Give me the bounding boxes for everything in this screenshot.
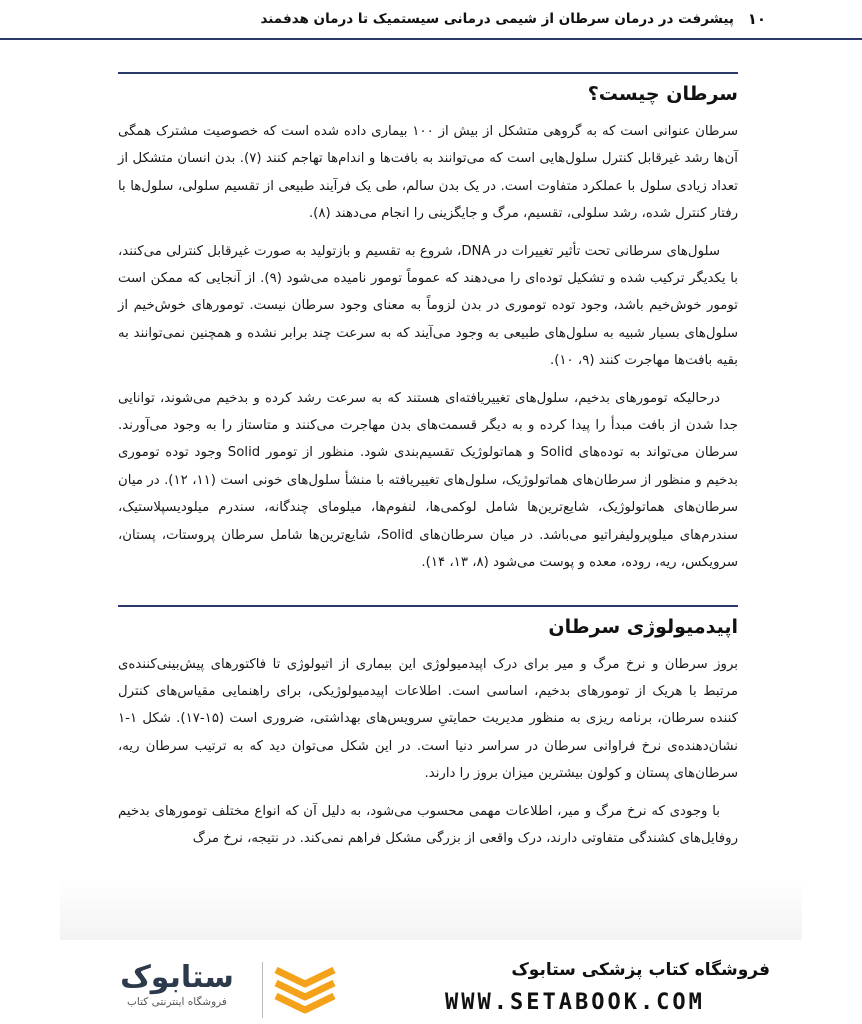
- paragraph: سرطان عنوانی است که به گروهی متشکل از بیش از ۱۰۰ بیماری داده شده است که خصوصیت مشترک همگی آن‌ها رشد غیرقابل کنترل سلول‌هایی است که می‌توانند به بافت‌ها و اندام‌ها تهاجم کنند (۷). بدن انسان متشکل از تعداد زیادی سلول با عملکرد متفاوت است. در یک بدن سالم، طی یک فرآیند طبیعی از تقسیم سلولی، سلول‌ها با رفتار کنترل شده، رشد سلولی، تقسیم، مرگ و جایگزینی را انجام می‌دهند (۸).: [118, 124, 738, 222]
- section-heading-what-is-cancer: سرطان چیست؟: [587, 83, 738, 105]
- logo-divider: [262, 962, 263, 1018]
- logo-tagline: فروشگاه اینترنتی کتاب: [127, 996, 227, 1008]
- running-title: پیشرفت در درمان سرطان از شیمی درمانی سیستمیک تا درمان هدفمند: [260, 11, 734, 27]
- page-header: [0, 0, 862, 40]
- paragraph: با وجودی که نرخ مرگ و میر، اطلاعات مهمی محسوب می‌شود، به دلیل آن که انواع مختلف تومورهای بدخیم روفایل‌های کشندگی متفاوتی دارند، درک واقعی از بزرگی مشکل فراهم نمی‌کند. در نتیجه، نرخ مرگ: [118, 803, 738, 846]
- section-rule: [118, 605, 738, 607]
- chevron-logo-icon: [270, 964, 340, 1016]
- store-logo[interactable]: [102, 958, 352, 1018]
- paragraph: بروز سرطان و نرخ مرگ و میر برای درک اپیدمیولوژی این بیماری از اتیولوژی تا فاکتورهای پیش‌بینی‌کننده‌ی مرتبط با هریک از تومورهای بدخیم، اساسی است. اطلاعات اپیدمیولوژیکی، برای راهنمایی مقیاس‌های کنترل کننده سرطان، برنامه ریزی به منظور مدیریت حمایتیِ سرویس‌های بهداشتی، ضروری است (۱۵-۱۷). شکل ۱-۱ نشان‌دهنده‌ی نرخ فراوانی سرطان در سراسر دنیا است. در این شکل می‌توان دید که به ترتیب سرطان ریه، سرطان‌های پستان و کولون بیشترین میزان بروز را دارند.: [118, 656, 738, 782]
- page-number: ۱۰: [747, 10, 766, 28]
- section-heading-epidemiology: اپیدمیولوژی سرطان: [548, 615, 738, 638]
- logo-wordmark: ستابوک: [120, 960, 234, 995]
- paragraph: درحالیکه تومورهای بدخیم، سلول‌های تغییریافته‌ای هستند که به سرعت رشد کرده و بدخیم می‌شوند، توانایی جدا شدن از بافت مبدأ را پیدا کرده و به دیگر قسمت‌های بدن مهاجرت می‌کنند و متاستاز را به وجود می‌آورند. سرطان می‌تواند به توده‌های Solid و هماتولوژیک تقسیم‌بندی شود. منظور از تومور Solid وجود توده توموری بدخیم و منظور از سرطان‌های هماتولوژیک، سلول‌های تغییریافته با منشأ سلول‌های خونی است (۱۱، ۱۲). در میان سرطان‌های هماتولوژیک، شایع‌ترین‌ها شامل لوکمی‌ها، لنفوم‌ها، میلومای چندگانه، سندرم میلودیسپلاستیک، سندرم‌های میلوپرولیفراتیو می‌باشد. در میان سرطان‌های Solid، شایع‌ترین‌ها شامل سرطان پروستات، پستان، سرویکس، ریه، روده، معده و پوست می‌شود (۸، ۱۳، ۱۴).: [118, 390, 738, 571]
- store-url[interactable]: WWW.SETABOOK.COM: [445, 990, 705, 1015]
- store-name: فروشگاه کتاب پزشکی ستابوک: [511, 960, 770, 980]
- section-rule: [118, 72, 738, 74]
- store-footer: [0, 940, 862, 1024]
- paragraph: سلول‌های سرطانی تحت تأثیر تغییرات در DNA، شروع به تقسیم و بازتولید به صورت غیرقابل کنترلی می‌کنند، با یکدیگر ترکیب شده و تشکیل توده‌ای را می‌دهند که عموماً تومور نامیده می‌شود (۹). از آنجایی که ممکن است تومور خوش‌خیم باشد، وجود توده توموری در بدن لزوماً به معنای وجود سرطان نیست. تومورهای خوش‌خیم از سلول‌های بسیار شبیه به سلول‌های طبیعی به وجود می‌آیند که به سرعت چند برابر نشده و همچنین نمی‌توانند به بقیه بافت‌ها مهاجرت کنند (۹، ۱۰).: [118, 243, 738, 369]
- bottom-fade: [60, 878, 802, 948]
- page-content: [118, 72, 738, 862]
